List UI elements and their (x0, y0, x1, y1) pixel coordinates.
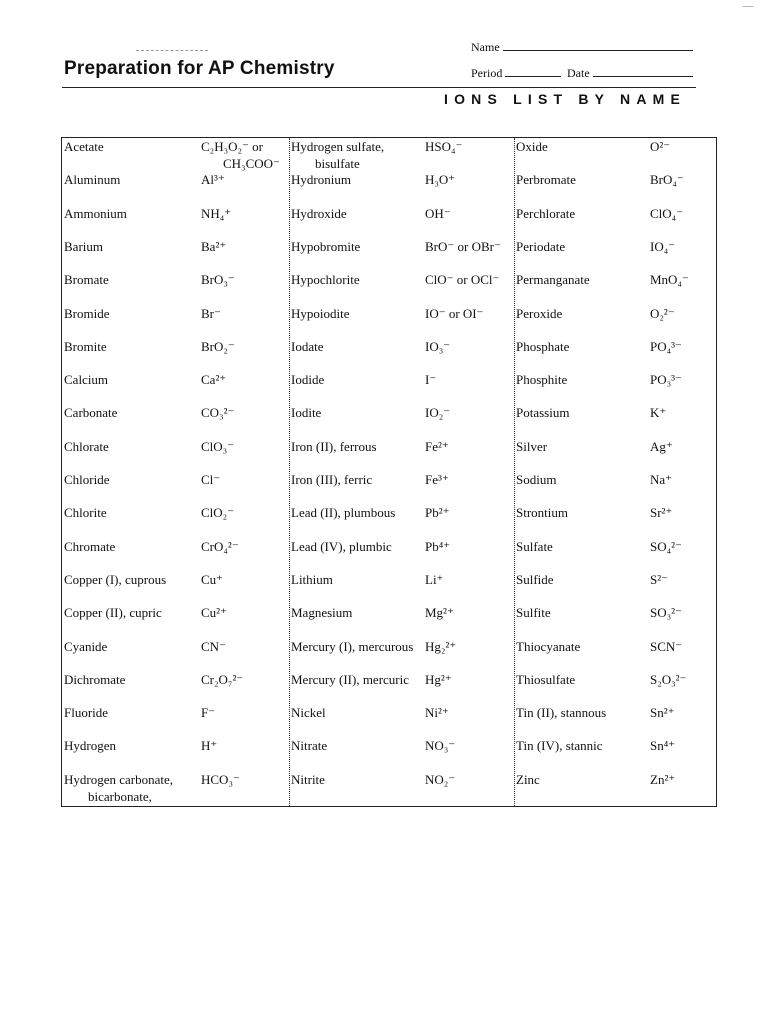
ion-formula: ClO⁻ or OCl⁻ (425, 272, 500, 288)
ion-name: Peroxide (516, 305, 563, 321)
ion-name: Hydrogen (64, 738, 116, 754)
scan-mark (742, 6, 754, 9)
page-subtitle: IONS LIST BY NAME (444, 91, 687, 107)
ion-name: Copper (I), cuprous (64, 571, 167, 587)
ion-name: Hypoiodite (291, 305, 350, 321)
ion-formula: NO₃⁻ (425, 738, 456, 754)
ion-formula: Zn²⁺ (650, 771, 676, 787)
ion-name: Fluoride (64, 705, 109, 721)
ion-formula: Cr₂O₇²⁻ (201, 671, 244, 687)
ion-formula: Ca²⁺ (201, 372, 227, 388)
ion-formula: BrO₂⁻ (201, 338, 235, 354)
ion-formula: S²⁻ (650, 571, 668, 587)
ion-formula: NO₂⁻ (425, 771, 456, 787)
ion-name: Lead (II), plumbous (291, 505, 396, 521)
ion-formula: O₂²⁻ (650, 305, 675, 321)
ion-name: Permanganate (516, 272, 590, 288)
ion-formula: CO₃²⁻ (201, 405, 235, 421)
ion-name: Thiocyanate (516, 638, 581, 654)
ion-name: Oxide (516, 139, 548, 154)
ion-formula: Cu²⁺ (201, 605, 227, 621)
ion-name: Tin (II), stannous (516, 705, 607, 721)
ion-name: Barium (64, 238, 103, 254)
ion-formula: HSO₄⁻ (425, 139, 463, 154)
name-field[interactable] (471, 39, 693, 55)
ion-name: Sulfide (516, 571, 554, 587)
ion-name: Mercury (I), mercurous (291, 638, 414, 654)
ion-formula: Fe³⁺ (425, 472, 449, 487)
ion-name: Carbonate (64, 405, 118, 421)
ion-name: Sodium (516, 472, 557, 487)
ion-formula: Br⁻ (201, 305, 221, 321)
ion-name: Chromate (64, 538, 116, 554)
ion-formula: Cu⁺ (201, 571, 224, 587)
ion-name: Periodate (516, 238, 566, 254)
ion-name: Iodide (291, 372, 325, 388)
ion-name: Iron (III), ferric (291, 472, 373, 487)
ion-formula: O²⁻ (650, 139, 671, 154)
ion-formula: PO₃³⁻ (650, 372, 682, 388)
ion-formula: CN⁻ (201, 638, 226, 654)
ion-name: Hydroxide (291, 205, 347, 221)
ion-formula: Mg²⁺ (425, 605, 454, 621)
ion-formula: BrO₃⁻ (201, 272, 235, 288)
ion-formula: Cl⁻ (201, 472, 221, 487)
ion-formula: SO₃²⁻ (650, 605, 682, 621)
ion-name: Bromate (64, 272, 109, 288)
ion-formula: SCN⁻ (650, 638, 683, 654)
ion-name: Iron (II), ferrous (291, 438, 377, 454)
period-field[interactable] (471, 65, 561, 81)
name-blank[interactable] (503, 39, 693, 51)
ion-name: Zinc (516, 771, 540, 787)
ion-name: Dichromate (64, 671, 126, 687)
ion-name: Phosphite (516, 372, 568, 388)
ion-formula: HCO₃⁻ (201, 771, 240, 787)
ion-formula: ClO₄⁻ (650, 205, 684, 221)
ion-formula: CrO₄²⁻ (201, 538, 239, 554)
ion-formula: K⁺ (650, 405, 667, 421)
column-divider (289, 138, 290, 806)
column-divider (514, 138, 515, 806)
ion-name: Magnesium (291, 605, 353, 621)
ion-name: Silver (516, 438, 548, 454)
ion-formula: ClO₂⁻ (201, 505, 235, 521)
name-label: Name (471, 40, 500, 54)
ion-formula: PO₄³⁻ (650, 338, 682, 354)
ion-name: Hydrogen sulfate, bisulfate (291, 139, 385, 171)
ion-name: Copper (II), cupric (64, 605, 162, 621)
ion-name: Lead (IV), plumbic (291, 538, 392, 554)
ion-formula: Ag⁺ (650, 438, 673, 454)
ion-formula: Ni²⁺ (425, 705, 449, 721)
ion-formula: IO₃⁻ (425, 338, 451, 354)
period-label: Period (471, 66, 503, 80)
ion-formula: IO₄⁻ (650, 238, 676, 254)
ion-name: Bromite (64, 338, 107, 354)
ion-name: Phosphate (516, 338, 570, 354)
ion-formula: Sn⁴⁺ (650, 738, 676, 754)
ion-formula: C₂H₃O₂⁻ or CH₃COO⁻ (201, 139, 280, 171)
ions-table (61, 137, 717, 807)
ion-name: Iodite (291, 405, 322, 421)
ion-name: Nickel (291, 705, 326, 721)
ion-formula: Hg²⁺ (425, 671, 452, 687)
ion-name: Chlorite (64, 505, 107, 521)
ion-name: Strontium (516, 505, 569, 521)
ion-name: Nitrite (291, 771, 325, 787)
ion-formula: Pb⁴⁺ (425, 538, 451, 554)
ion-formula: Fe²⁺ (425, 438, 449, 454)
ion-formula: ClO₃⁻ (201, 438, 235, 454)
ion-formula: BrO⁻ or OBr⁻ (425, 238, 501, 254)
ion-formula: I⁻ (425, 372, 437, 388)
date-blank[interactable] (593, 65, 693, 77)
ion-formula: H₃O⁺ (425, 172, 456, 188)
ion-formula: NH₄⁺ (201, 205, 232, 221)
date-field[interactable] (567, 65, 693, 81)
ion-formula: F⁻ (201, 705, 216, 721)
ion-name: Bromide (64, 305, 110, 321)
ion-formula: MnO₄⁻ (650, 272, 689, 288)
ion-formula: H⁺ (201, 738, 218, 754)
scan-smudge (136, 50, 208, 53)
ion-name: Iodate (291, 338, 324, 354)
ion-name: Chlorate (64, 438, 109, 454)
ion-name: Mercury (II), mercuric (291, 671, 410, 687)
ion-name: Lithium (291, 571, 333, 587)
ion-name: Hydronium (291, 172, 351, 188)
ion-formula: IO⁻ or OI⁻ (425, 305, 484, 321)
ion-formula: SO₄²⁻ (650, 538, 682, 554)
ion-formula: Na⁺ (650, 472, 673, 487)
ion-name: Thiosulfate (516, 671, 576, 687)
ion-name: Tin (IV), stannic (516, 738, 603, 754)
ion-name: Sulfate (516, 538, 553, 554)
ion-name: Ammonium (64, 205, 127, 221)
ion-name: Chloride (64, 472, 110, 487)
ion-name: Cyanide (64, 638, 108, 654)
ion-name: Potassium (516, 405, 570, 421)
ion-formula: Ba²⁺ (201, 238, 227, 254)
ion-formula: Li⁺ (425, 571, 444, 587)
ion-formula: Pb²⁺ (425, 505, 450, 521)
page-title: Preparation for AP Chemistry (64, 58, 335, 79)
ion-name: Aluminum (64, 172, 121, 188)
ion-name: Hypochlorite (291, 272, 360, 288)
ion-formula: Hg₂²⁺ (425, 638, 457, 654)
ion-name: Perbromate (516, 172, 576, 188)
date-label: Date (567, 66, 590, 80)
ion-formula: IO₂⁻ (425, 405, 451, 421)
ion-formula: OH⁻ (425, 205, 451, 221)
ion-formula: Sr²⁺ (650, 505, 673, 521)
period-blank[interactable] (505, 65, 561, 77)
ion-formula: Al³⁺ (201, 172, 225, 188)
ion-formula: BrO₄⁻ (650, 172, 684, 188)
header-rule (62, 87, 696, 88)
ion-name: Calcium (64, 372, 109, 388)
ion-name: Perchlorate (516, 205, 576, 221)
ion-name: Acetate (64, 139, 104, 154)
ion-formula: S₂O₃²⁻ (650, 671, 687, 687)
ion-name: Hypobromite (291, 238, 361, 254)
ion-formula: Sn²⁺ (650, 705, 675, 721)
ion-name: Sulfite (516, 605, 551, 621)
ion-name: Nitrate (291, 738, 328, 754)
ion-name: Hydrogen carbonate, bicarbonate, (64, 771, 174, 804)
